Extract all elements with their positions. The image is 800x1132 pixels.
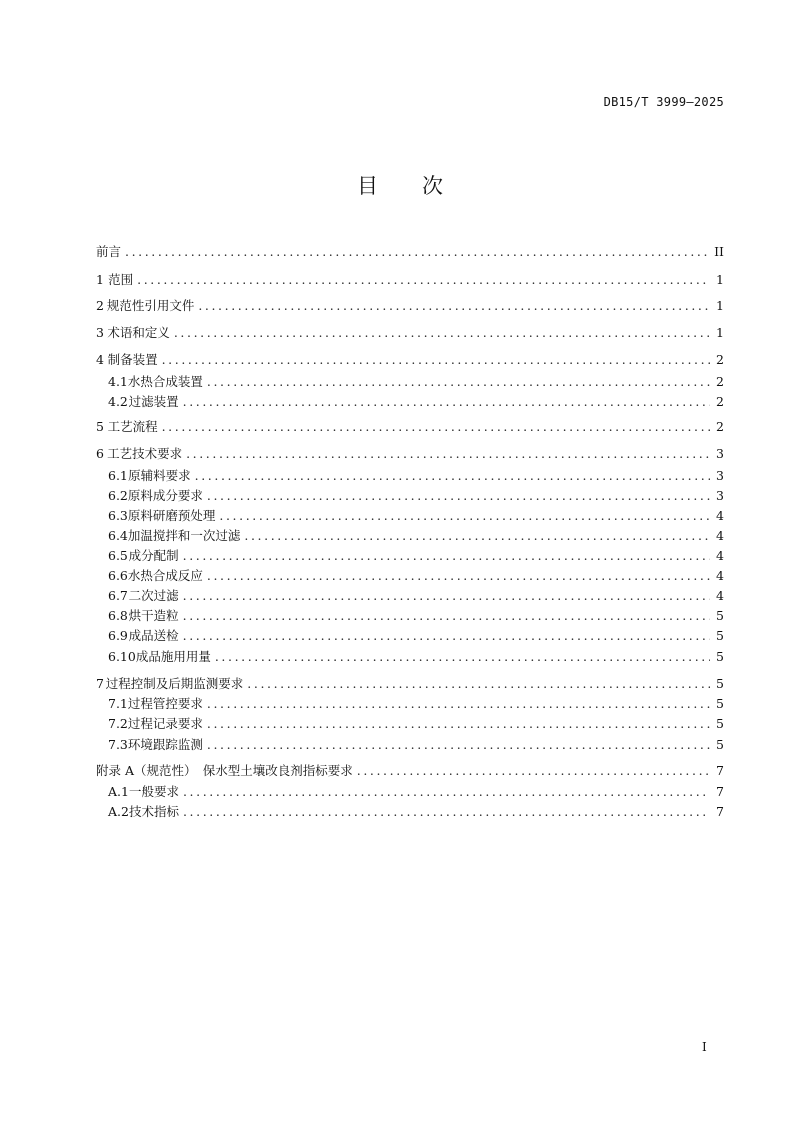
toc-entry-page: 7 [716,762,724,778]
toc-leader-dots [207,696,710,711]
toc-leader-dots [357,763,710,778]
toc-entry-label: 水热合成装置 [127,374,203,389]
toc-entry[interactable] [108,781,724,801]
toc-entry-page: 2 [716,418,724,434]
toc-leader-dots [247,676,710,691]
toc-entry-label: 前言 [96,244,122,259]
toc-entry[interactable] [108,525,724,545]
toc-entry-page: 5 [716,715,724,731]
toc-entry-number: 1 [96,271,104,287]
toc-entry-label: 过程记录要求 [127,716,203,731]
toc-entry-label: 附录 A（规范性） 保水型土壤改良剂指标要求 [96,763,353,778]
toc-entry[interactable] [108,801,724,821]
toc-leader-dots [207,737,710,752]
toc-entry-label: 原辅料要求 [128,468,191,483]
toc-entry-page: 4 [716,507,724,523]
toc-entry-label: 加温搅拌和一次过滤 [127,528,241,543]
toc-entry-number: 7.3 [108,736,128,752]
toc-entry-label: 工艺流程 [107,419,158,434]
toc-leader-dots [215,649,710,664]
toc-entry-label: 规范性引用文件 [106,298,195,313]
toc-entry-label: 范围 [108,272,134,287]
toc-entry-label: 二次过滤 [128,588,179,603]
toc-leader-dots [162,352,710,367]
toc-entry-label: 成品送检 [128,628,179,643]
toc-leader-dots [162,419,710,434]
toc-entry[interactable] [96,322,724,342]
toc-entry-number: 6.3 [108,507,128,523]
toc-entry-number: 7.2 [108,715,128,731]
page-number: I [702,1040,707,1054]
toc-entry[interactable] [108,625,724,645]
toc-entry-page: 1 [716,297,724,313]
toc-entry-number: 6.2 [108,487,128,503]
toc-entry-label: 过程管控要求 [127,696,203,711]
toc-entry-label: 烘干造粒 [128,608,179,623]
toc-entry-page: 2 [716,373,724,389]
toc-entry[interactable] [108,465,724,485]
toc-entry[interactable] [108,565,724,585]
toc-entry-page: 5 [716,695,724,711]
toc-entry-number: 6.1 [108,467,128,483]
toc-entry[interactable] [96,241,724,261]
toc-entry-page: 3 [716,487,724,503]
toc-entry-label: 术语和定义 [107,325,170,340]
toc-entry[interactable] [108,646,724,666]
toc-entry[interactable] [96,416,724,436]
toc-entry-page: 1 [716,324,724,340]
toc-entry[interactable] [108,605,724,625]
toc-entry-number: 6.8 [108,607,128,623]
toc-entry-number: 6.5 [108,547,128,563]
toc-entry-label: 过滤装置 [128,394,179,409]
toc-leader-dots [183,588,710,603]
toc-leader-dots [183,628,710,643]
toc-leader-dots [137,272,710,287]
toc-entry[interactable] [108,505,724,525]
toc-entry-number: 6.9 [108,627,128,643]
toc-entry-page: 4 [716,547,724,563]
toc-entry-label: 成品施用用量 [135,649,211,664]
toc-entry-label: 过程控制及后期监测要求 [105,676,244,691]
toc-entry-page: 2 [716,351,724,367]
toc-entry-label: 成分配制 [128,548,179,563]
toc-entry-number: 4 [96,351,104,367]
toc-entry-page: 5 [716,736,724,752]
toc-entry-page: 1 [716,271,724,287]
toc-entry-number: 6.10 [108,648,136,664]
toc-entry-number: A.1 [108,783,129,799]
toc-entry[interactable] [108,485,724,505]
toc-entry-page: 4 [716,527,724,543]
toc-entry-page: 2 [716,393,724,409]
toc-entry-label: 一般要求 [128,784,179,799]
toc-entry-page: II [714,243,724,259]
toc-entry[interactable] [108,585,724,605]
toc-leader-dots [219,508,710,523]
toc-entry-label: 原料研磨预处理 [127,508,216,523]
toc-entry-page: 5 [716,607,724,623]
document-code: DB15/T 3999—2025 [603,95,724,109]
toc-entry-number: 6.4 [108,527,128,543]
toc-entry[interactable] [96,673,724,693]
toc-entry[interactable] [108,371,724,391]
toc-entry-number: 4.1 [108,373,128,389]
toc-entry-number: 6.6 [108,567,128,583]
toc-leader-dots [207,716,710,731]
toc-leader-dots [186,446,710,461]
toc-leader-dots [198,298,710,313]
toc-leader-dots [207,374,710,389]
toc-leader-dots [183,784,710,799]
toc-entry-number: 6.7 [108,587,128,603]
toc-entry-number: 7.1 [108,695,128,711]
toc-leader-dots [207,568,710,583]
toc-entry-page: 4 [716,587,724,603]
toc-entry-number: 7 [96,675,104,691]
toc-entry[interactable] [96,349,724,369]
toc-entry[interactable] [96,760,724,780]
toc-entry[interactable] [108,693,724,713]
toc-entry-page: 3 [716,445,724,461]
toc-entry[interactable] [108,734,724,754]
toc-entry-number: A.2 [108,803,129,819]
toc-entry[interactable] [108,391,724,411]
toc-leader-dots [244,528,710,543]
toc-entry-label: 技术指标 [128,804,179,819]
toc-leader-dots [125,244,710,259]
toc-entry-number: 4.2 [108,393,128,409]
toc-leader-dots [174,325,710,340]
toc-entry[interactable] [108,545,724,565]
toc-leader-dots [195,468,710,483]
toc-leader-dots [183,804,710,819]
toc-entry-page: 4 [716,567,724,583]
toc-leader-dots [207,488,710,503]
toc-entry[interactable] [108,713,724,733]
toc-entry-number: 2 [96,297,104,313]
toc-entry-page: 7 [716,803,724,819]
toc-entry-label: 工艺技术要求 [107,446,183,461]
toc-entry-page: 5 [716,648,724,664]
toc-entry-page: 5 [716,675,724,691]
toc-entry[interactable] [96,443,724,463]
toc-leader-dots [183,548,710,563]
toc-leader-dots [183,608,710,623]
toc-entry-label: 环境跟踪监测 [127,737,203,752]
toc-entry-page: 5 [716,627,724,643]
toc-entry-label: 原料成分要求 [127,488,203,503]
toc-entry-number: 5 [96,418,104,434]
toc-entry-number: 6 [96,445,104,461]
toc-entry[interactable] [96,295,724,315]
toc-entry-number: 3 [96,324,104,340]
toc-entry-page: 3 [716,467,724,483]
toc-leader-dots [183,394,710,409]
toc-title: 目次 [357,174,487,198]
toc-entry-page: 7 [716,783,724,799]
toc-entry-label: 制备装置 [107,352,158,367]
toc-entry[interactable] [96,269,724,289]
toc-entry-label: 水热合成反应 [127,568,203,583]
